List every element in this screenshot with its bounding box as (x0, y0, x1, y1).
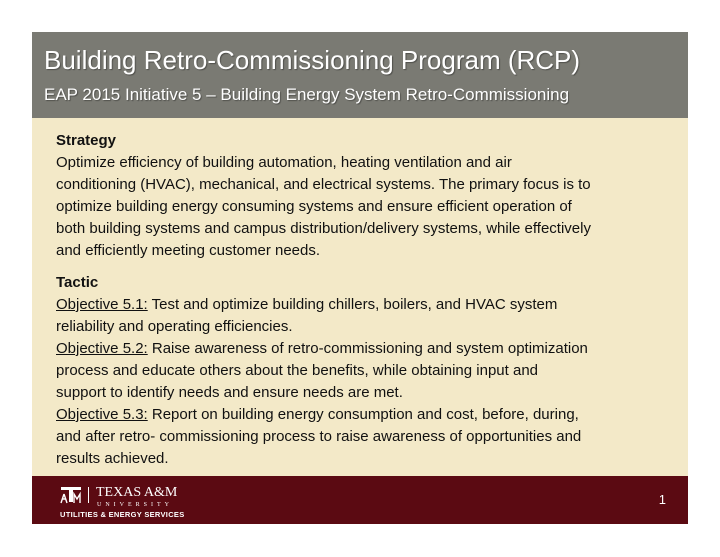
objective-5-1 (56, 294, 670, 316)
objective-line: results achieved. (56, 450, 169, 467)
tactic-heading: Tactic (56, 274, 99, 291)
strategy-heading: Strategy (56, 132, 117, 149)
department-name: UTILITIES & ENERGY SERVICES (60, 510, 185, 519)
university-logo (60, 486, 240, 518)
strategy-line: optimize building energy consuming systems and ensure efficient operation of (56, 198, 572, 215)
logo-divider (88, 487, 89, 503)
objective-text: Test and optimize building chillers, boilers, and HVAC system (147, 296, 558, 313)
objective-line: and after retro- commissioning process to raise awareness of opportunities and (56, 428, 582, 445)
slide-subtitle: EAP 2015 Initiative 5 – Building Energy System Retro-Commissioning (44, 85, 570, 104)
university-subtitle: UNIVERSITY (97, 502, 173, 508)
objective-line: process and educate others about the benefits, while obtaining input and (56, 362, 539, 379)
objective-line: support to identify needs and ensure needs are met. (56, 384, 403, 401)
slide-header (32, 32, 688, 118)
objective-5-3 (56, 404, 670, 426)
slide-footer (32, 476, 688, 524)
objective-text: Raise awareness of retro-commissioning and system optimization (147, 340, 588, 357)
slide (32, 32, 688, 524)
strategy-line: and efficiently meeting customer needs. (56, 242, 321, 259)
objective-line: reliability and operating efficiencies. (56, 318, 293, 335)
university-name: TEXAS A&M (96, 485, 178, 500)
objective-label: Objective 5.2: (56, 340, 148, 357)
strategy-line: Optimize efficiency of building automation, heating ventilation and air (56, 154, 512, 171)
objective-5-2 (56, 338, 670, 360)
atm-logo-icon (60, 486, 82, 504)
strategy-line: conditioning (HVAC), mechanical, and electrical systems. The primary focus is to (56, 176, 591, 193)
slide-title: Building Retro-Commissioning Program (RCP) (44, 45, 581, 75)
objective-label: Objective 5.3: (56, 406, 148, 423)
objective-label: Objective 5.1: (56, 296, 148, 313)
objective-text: Report on building energy consumption and cost, before, during, (147, 406, 579, 423)
slide-body (56, 130, 670, 470)
page-number: 1 (658, 492, 666, 507)
strategy-line: both building systems and campus distribution/delivery systems, while effectively (56, 220, 591, 237)
